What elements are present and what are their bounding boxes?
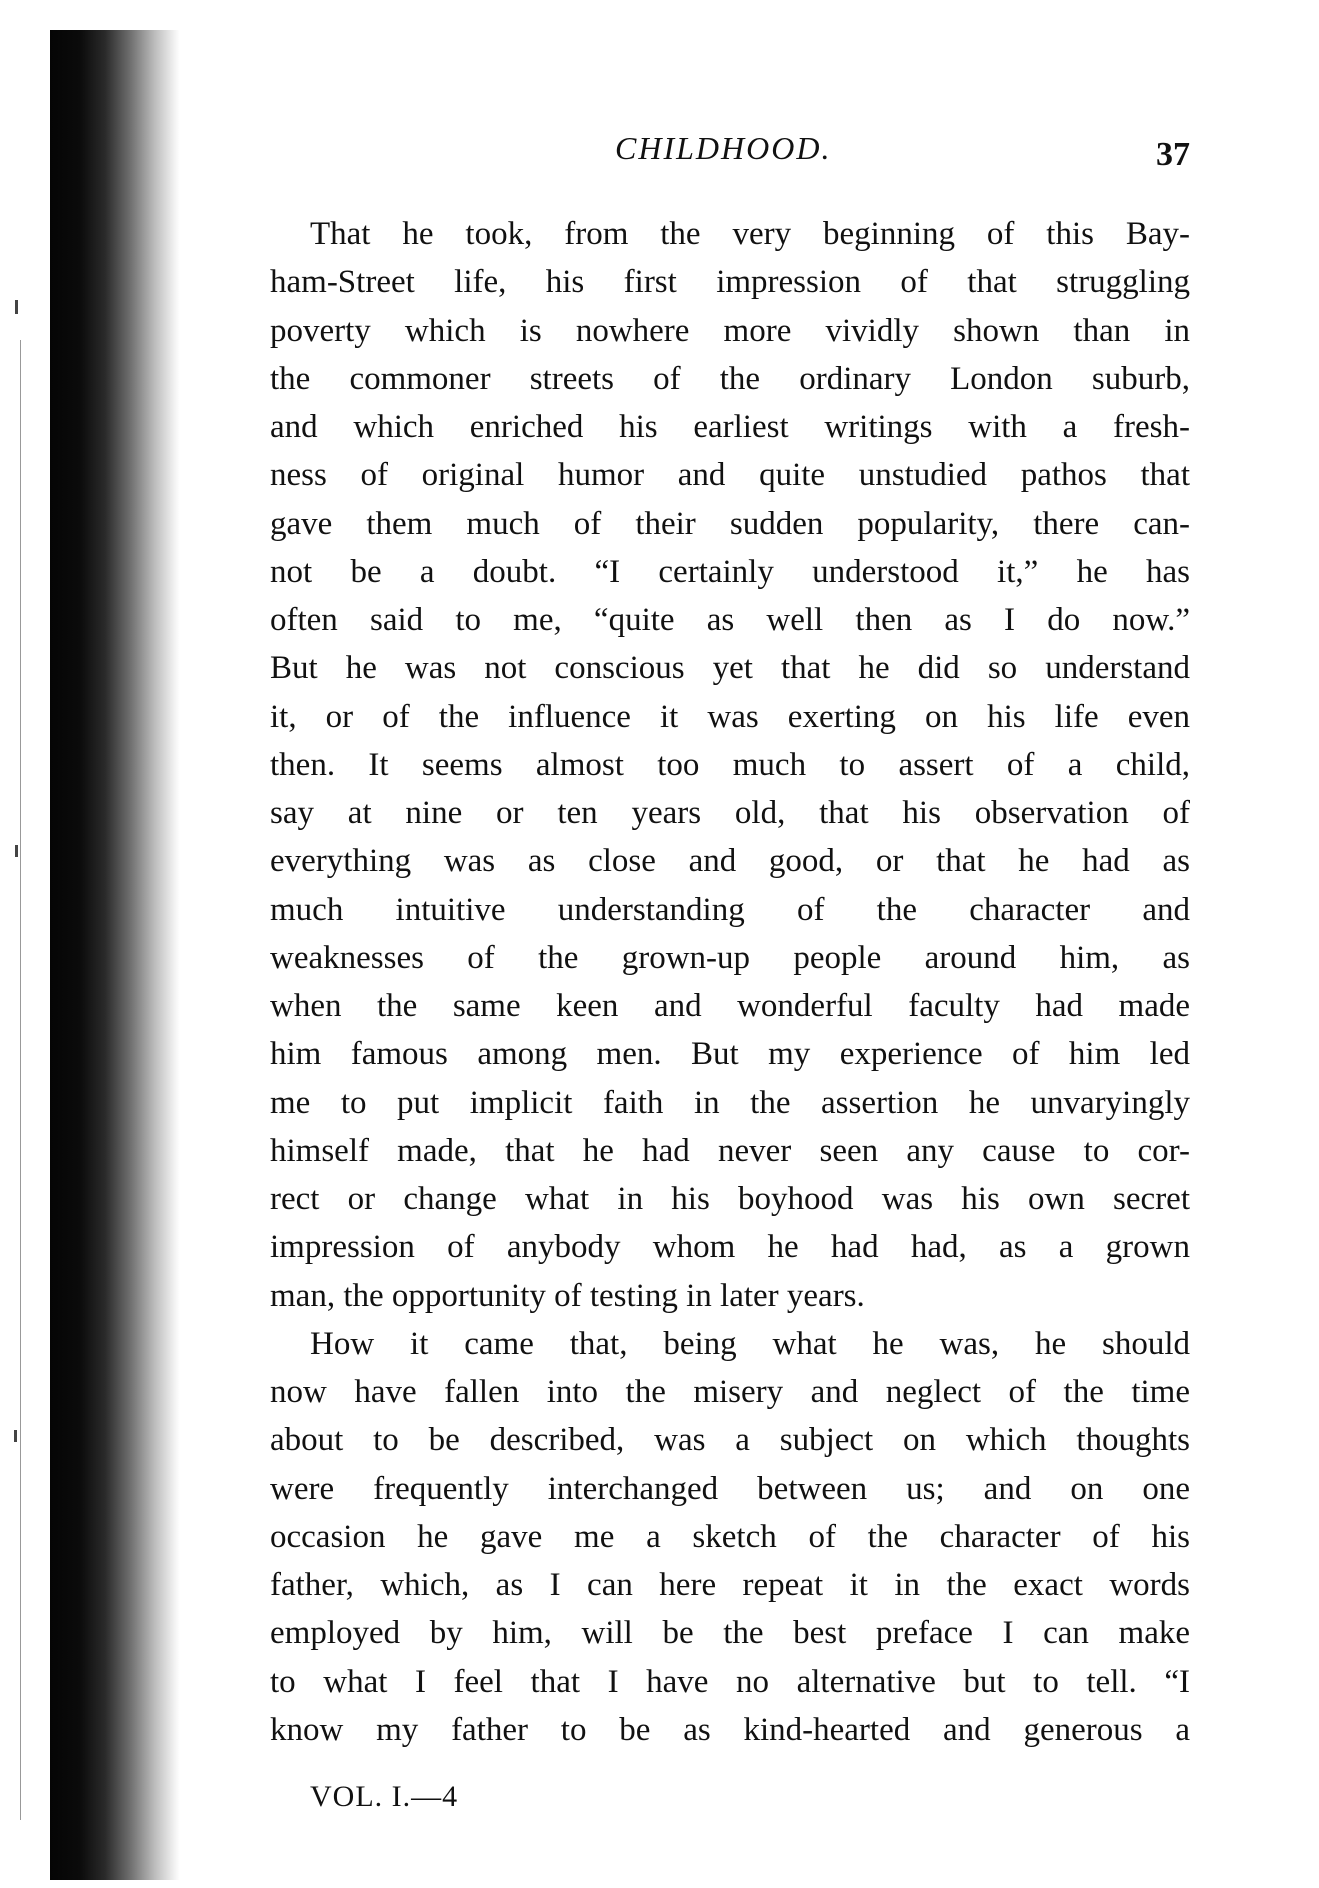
page-number: 37 bbox=[1156, 136, 1190, 173]
text-line: ness of original humor and quite unstudied pathos that bbox=[270, 457, 1190, 494]
signature-mark: VOL. I.—4 bbox=[310, 1780, 459, 1813]
text-line: the commoner streets of the ordinary London suburb, bbox=[270, 360, 1190, 397]
paragraph bbox=[270, 1320, 1190, 1754]
binding-gutter-shadow bbox=[50, 30, 180, 1880]
text-line: employed by him, will be the best preface I can make bbox=[270, 1615, 1190, 1652]
text-line: man, the opportunity of testing in later years. bbox=[270, 1277, 865, 1314]
text-line: everything was as close and good, or that he had as bbox=[270, 843, 1190, 880]
text-line: That he took, from the very beginning of this Bay- bbox=[310, 216, 1190, 252]
text-line: poverty which is nowhere more vividly shown than in bbox=[270, 312, 1190, 349]
text-line: impression of anybody whom he had had, as a grown bbox=[270, 1229, 1190, 1266]
text-line: occasion he gave me a sketch of the character of his bbox=[270, 1518, 1190, 1555]
text-line: about to be described, was a subject on which thoughts bbox=[270, 1422, 1190, 1459]
text-line: gave them much of their sudden popularity, there can- bbox=[270, 505, 1190, 542]
text-line: not be a doubt. “I certainly understood it,” he has bbox=[270, 553, 1190, 590]
margin-speck bbox=[15, 845, 18, 857]
text-line: ham-Street life, his first impression of that struggling bbox=[270, 264, 1190, 301]
running-title: CHILDHOOD. bbox=[615, 130, 832, 166]
text-line: and which enriched his earliest writings with a fresh- bbox=[270, 409, 1190, 445]
text-line: rect or change what in his boyhood was his own secret bbox=[270, 1181, 1190, 1217]
text-line: me to put implicit faith in the assertion he unvaryingly bbox=[270, 1084, 1190, 1121]
text-line: were frequently interchanged between us; and on one bbox=[270, 1470, 1190, 1507]
text-line: know my father to be as kind-hearted and generous a bbox=[270, 1711, 1190, 1748]
text-line: say at nine or ten years old, that his observation of bbox=[270, 795, 1190, 831]
text-line: himself made, that he had never seen any cause to cor- bbox=[270, 1132, 1190, 1169]
text-line: when the same keen and wonderful faculty had made bbox=[270, 988, 1190, 1024]
paragraph bbox=[270, 210, 1190, 1320]
text-line: it, or of the influence it was exerting on his life even bbox=[270, 698, 1190, 735]
text-line: How it came that, being what he was, he should bbox=[310, 1325, 1190, 1362]
margin-rule bbox=[20, 340, 21, 1820]
text-line: weaknesses of the grown-up people around him, as bbox=[270, 939, 1190, 976]
text-line: to what I feel that I have no alternative but to tell. “I bbox=[270, 1663, 1190, 1700]
text-line: much intuitive understanding of the character and bbox=[270, 891, 1190, 928]
margin-speck bbox=[15, 300, 18, 314]
text-line: then. It seems almost too much to assert of a child, bbox=[270, 746, 1190, 783]
text-line: him famous among men. But my experience of him led bbox=[270, 1036, 1190, 1073]
text-line: But he was not conscious yet that he did so understand bbox=[270, 650, 1190, 687]
body-text bbox=[270, 210, 1190, 1754]
text-line: father, which, as I can here repeat it in the exact words bbox=[270, 1567, 1190, 1603]
text-line: often said to me, “quite as well then as I do now.” bbox=[270, 602, 1190, 638]
margin-speck bbox=[14, 1430, 17, 1442]
page-header bbox=[270, 130, 1190, 190]
text-line: now have fallen into the misery and neglect of the time bbox=[270, 1374, 1190, 1410]
